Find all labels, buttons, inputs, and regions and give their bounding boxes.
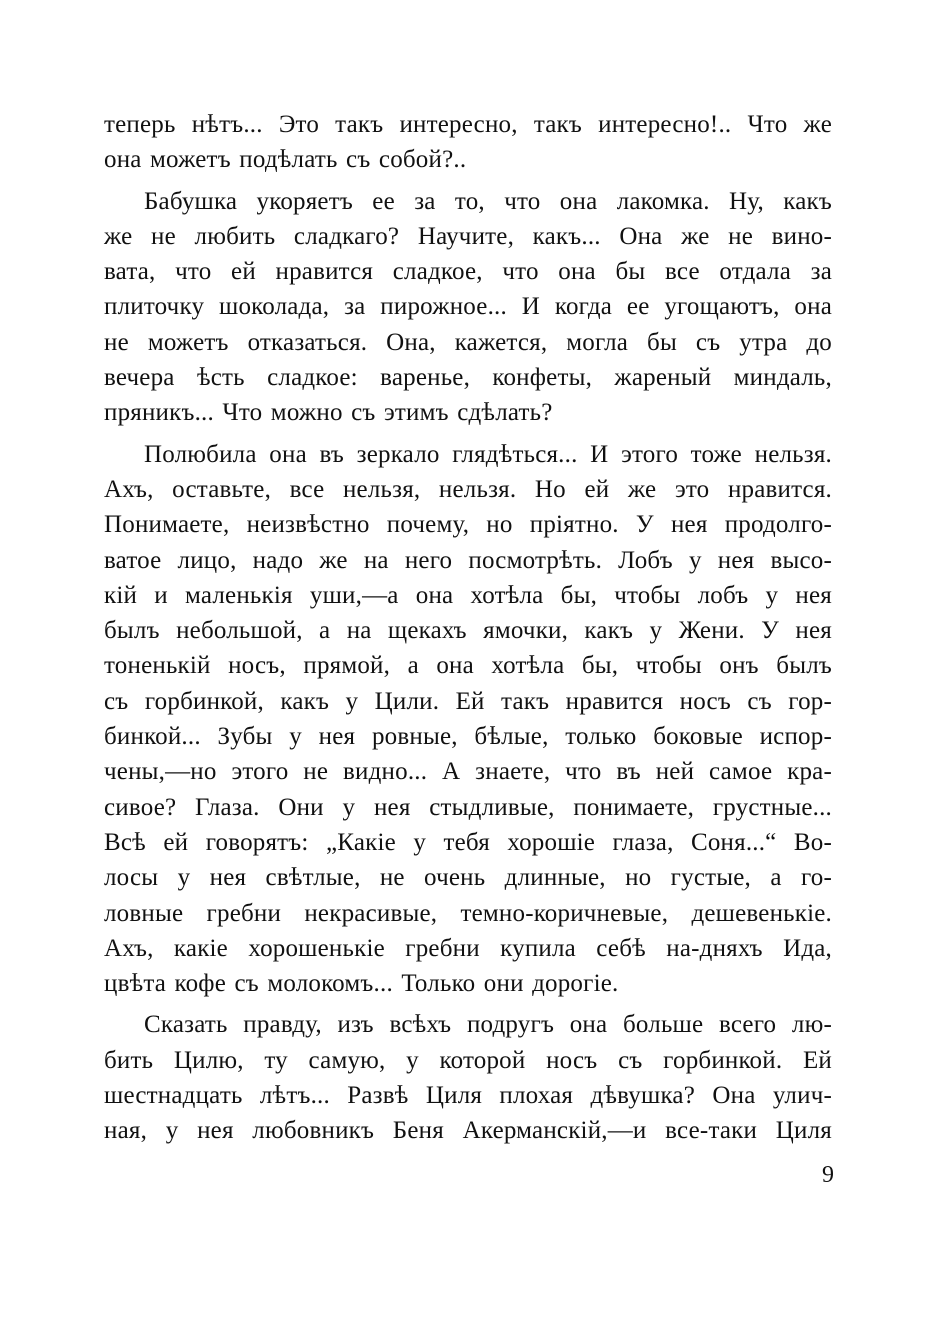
text-line: она можетъ подѣлать съ собой?..	[104, 146, 467, 174]
text-line: кій и маленькія уши,—а она хотѣла бы, чтобы лобъ у нея	[104, 581, 832, 609]
text-line: бинкой... Зубы у нея ровные, бѣлые, только боковые испор-	[104, 723, 832, 751]
text-line: Всѣ ей говорятъ: „Какіе у тебя хорошіе глаза, Соня...“ Во-	[104, 828, 832, 856]
body-text	[104, 107, 832, 1149]
text-line: былъ небольшой, а на щекахъ ямочки, какъ у Жени. У нея	[104, 617, 832, 645]
text-line: Ахъ, оставьте, все нельзя, нельзя. Но ей же это нравится.	[104, 475, 832, 503]
text-line: тоненькій носъ, прямой, а она хотѣла бы, чтобы онъ былъ	[104, 652, 832, 680]
text-line: теперь нѣтъ... Это такъ интересно, такъ интересно!.. Что же	[104, 111, 832, 138]
text-line: Полюбила она въ зеркало глядѣться... И этого тоже нельзя.	[144, 440, 832, 468]
text-line: вечера ѣсть сладкое: варенье, конфеты, жареный миндаль,	[104, 364, 832, 392]
text-line: плиточку шоколада, за пирожное... И когда ее угощаютъ, она	[104, 293, 832, 321]
text-line: не можетъ отказаться. Она, кажется, могла бы съ утра до	[104, 328, 832, 356]
text-line: Бабушка укоряетъ ее за то, что она лакомка. Ну, какъ	[144, 187, 832, 215]
text-line: пряникъ... Что можно съ этимъ сдѣлать?	[104, 399, 553, 427]
text-line: Понимаете, неизвѣстно почему, но пріятно. У нея продолго-	[104, 511, 832, 539]
text-line: ватое лицо, надо же на него посмотрѣть. Лобъ у нея высо-	[104, 546, 832, 574]
paragraph	[104, 437, 832, 1002]
text-line: вата, что ей нравится сладкое, что она бы все отдала за	[104, 258, 832, 286]
text-line: ловные гребни некрасивые, темно-коричневые, дешевенькіе.	[104, 899, 832, 927]
paragraph	[104, 107, 832, 178]
text-line: шестнадцать лѣтъ... Развѣ Циля плохая дѣвушка? Она улич-	[104, 1082, 832, 1110]
paragraph	[104, 1007, 832, 1148]
page-number: 9	[822, 1162, 834, 1188]
text-line: же не любить сладкаго? Научите, какъ... Она же не вино-	[104, 222, 832, 250]
text-line: ная, у нея любовникъ Беня Акерманскій,—и все-таки Циля	[104, 1117, 832, 1145]
text-line: чены,—но этого не видно... А знаете, что въ ней самое кра-	[104, 758, 832, 786]
text-line: съ горбинкой, какъ у Цили. Ей такъ нравится носъ съ гор-	[104, 687, 832, 715]
text-line: сивое? Глаза. Они у нея стыдливые, понимаете, грустные...	[104, 793, 832, 821]
paragraph	[104, 184, 832, 431]
text-line: Ахъ, какіе хорошенькіе гребни купила себѣ на-дняхъ Ида,	[104, 934, 832, 962]
text-line: цвѣта кофе съ молокомъ... Только они дорогіе.	[104, 970, 619, 998]
text-line: лосы у нея свѣтлые, не очень длинные, но густые, а го-	[104, 864, 832, 892]
text-line: бить Цилю, ту самую, у которой носъ съ горбинкой. Ей	[104, 1046, 832, 1074]
text-line: Сказать правду, изъ всѣхъ подругъ она больше всего лю-	[144, 1011, 832, 1039]
